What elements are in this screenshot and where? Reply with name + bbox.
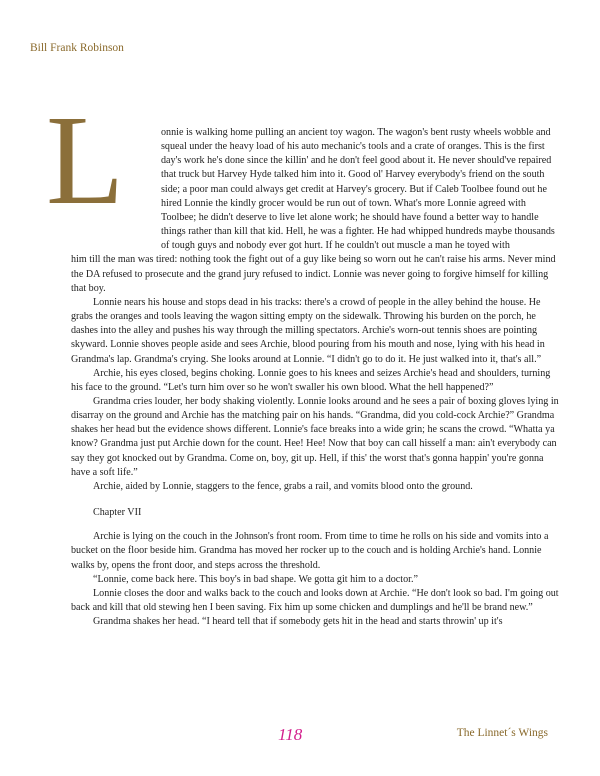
- running-head-author: Bill Frank Robinson: [30, 42, 124, 54]
- paragraph: “Lonnie, come back here. This boy's in bad shape. We gotta git him to a doctor.”: [93, 573, 418, 585]
- opening-paragraph-full-width: him till the man was tired: nothing took the fight out of a guy like being so worn out he can't raise his arms. Never mind the DA refused to prosecute and the grand jury refused to indict. Lonnie was never going to forgive himself for killing that boy.: [71, 254, 556, 294]
- paragraph: Archie, his eyes closed, begins choking. Lonnie goes to his knees and seizes Archie's head and shoulders, turning his face to the ground. “Let's turn him over so he won't swaller his own blood. What the hell happened?”: [71, 367, 551, 393]
- running-foot-book-title: The Linnet´s Wings: [456, 727, 548, 739]
- paragraph: Lonnie nears his house and stops dead in his tracks: there's a crowd of people in the alley behind the house. He grabs the oranges and tools leaving the wagon sitting empty on the sidewalk. Throwing his burden on the porch, he dashes into the alley and pushes his way through the milling spectators. Archie's worn-out tennis shoes are pointing skyward. Lonnie shoves people aside and sees Archie, blood pouring from his mouth and nose, lying with his head in Grandma's lap. Grandma's crying. She looks around at Lonnie. “I didn't go to do it. He just walked into it, that's all.”: [71, 296, 545, 365]
- opening-paragraph-wrapped: onnie is walking home pulling an ancient toy wagon. The wagon's bent rusty wheels wobble and squeal under the heavy load of his auto mechanic's tools and a crate of oranges. This is the first day's work he's done since the killin' and he don't feel good about it. He never should've repaired that truck but Harvey Hyde talked him into it. Good ol' Harvey everybody's friend on the south side; a poor man could always get credit at Harvey's grocery. But if Caleb Toolbee found out he hired Lonnie the kindly grocer would be run out of town. What's more Lonnie agreed with Toolbee; he didn't deserve to live let alone work; he should have found a better way to handle things rather than kill that kid. Hell, he was a fighter. He had whipped hundreds maybe thousands of tough guys and nobody ever got hurt. If he couldn't out muscle a man he toyed with: [161, 127, 555, 252]
- drop-cap: L: [46, 89, 125, 231]
- paragraph: Archie, aided by Lonnie, staggers to the fence, grabs a rail, and vomits blood onto the ground.: [93, 480, 473, 492]
- paragraph: Lonnie closes the door and walks back to the couch and looks down at Archie. “He don't look so bad. I'm going out back and kill that old stewing hen I been saving. Fix him up some chicken and dumplings and he'll be brand new.”: [71, 587, 559, 613]
- paragraph: Grandma cries louder, her body shaking violently. Lonnie looks around and he sees a pair of boxing gloves lying in disarray on the ground and Archie has the matching pair on his hands. “Grandma, did you cold-cock Archie?” Grandma shakes her head but the evidence shows different. Lonnie's face breaks into a wide grin; he scans the crowd. “Whatta ya know? Grandma just put Archie down for the count. Hee! Hee! Now that boy can call hisself a man: ain't everybody can say they got knocked out by Grandma. Come on, boy, git up. Hell, if this' the worst that's gonna happin' you're gonna have a soft life.”: [71, 395, 559, 478]
- paragraph: Archie is lying on the couch in the Johnson's front room. From time to time he rolls on his side and vomits into a bucket on the floor beside him. Grandma has moved her rocker up to the couch and is holding Archie's hand. Lonnie walks by, opens the front door, and steps across the threshold.: [71, 531, 549, 571]
- page-number: 118: [278, 725, 303, 744]
- opening-paragraph: [71, 126, 561, 296]
- body-text: [71, 126, 561, 629]
- chapter-heading: Chapter VII: [93, 507, 142, 519]
- paragraph: Grandma shakes her head. “I heard tell that if somebody gets hit in the head and starts throwin' up it's: [93, 616, 503, 628]
